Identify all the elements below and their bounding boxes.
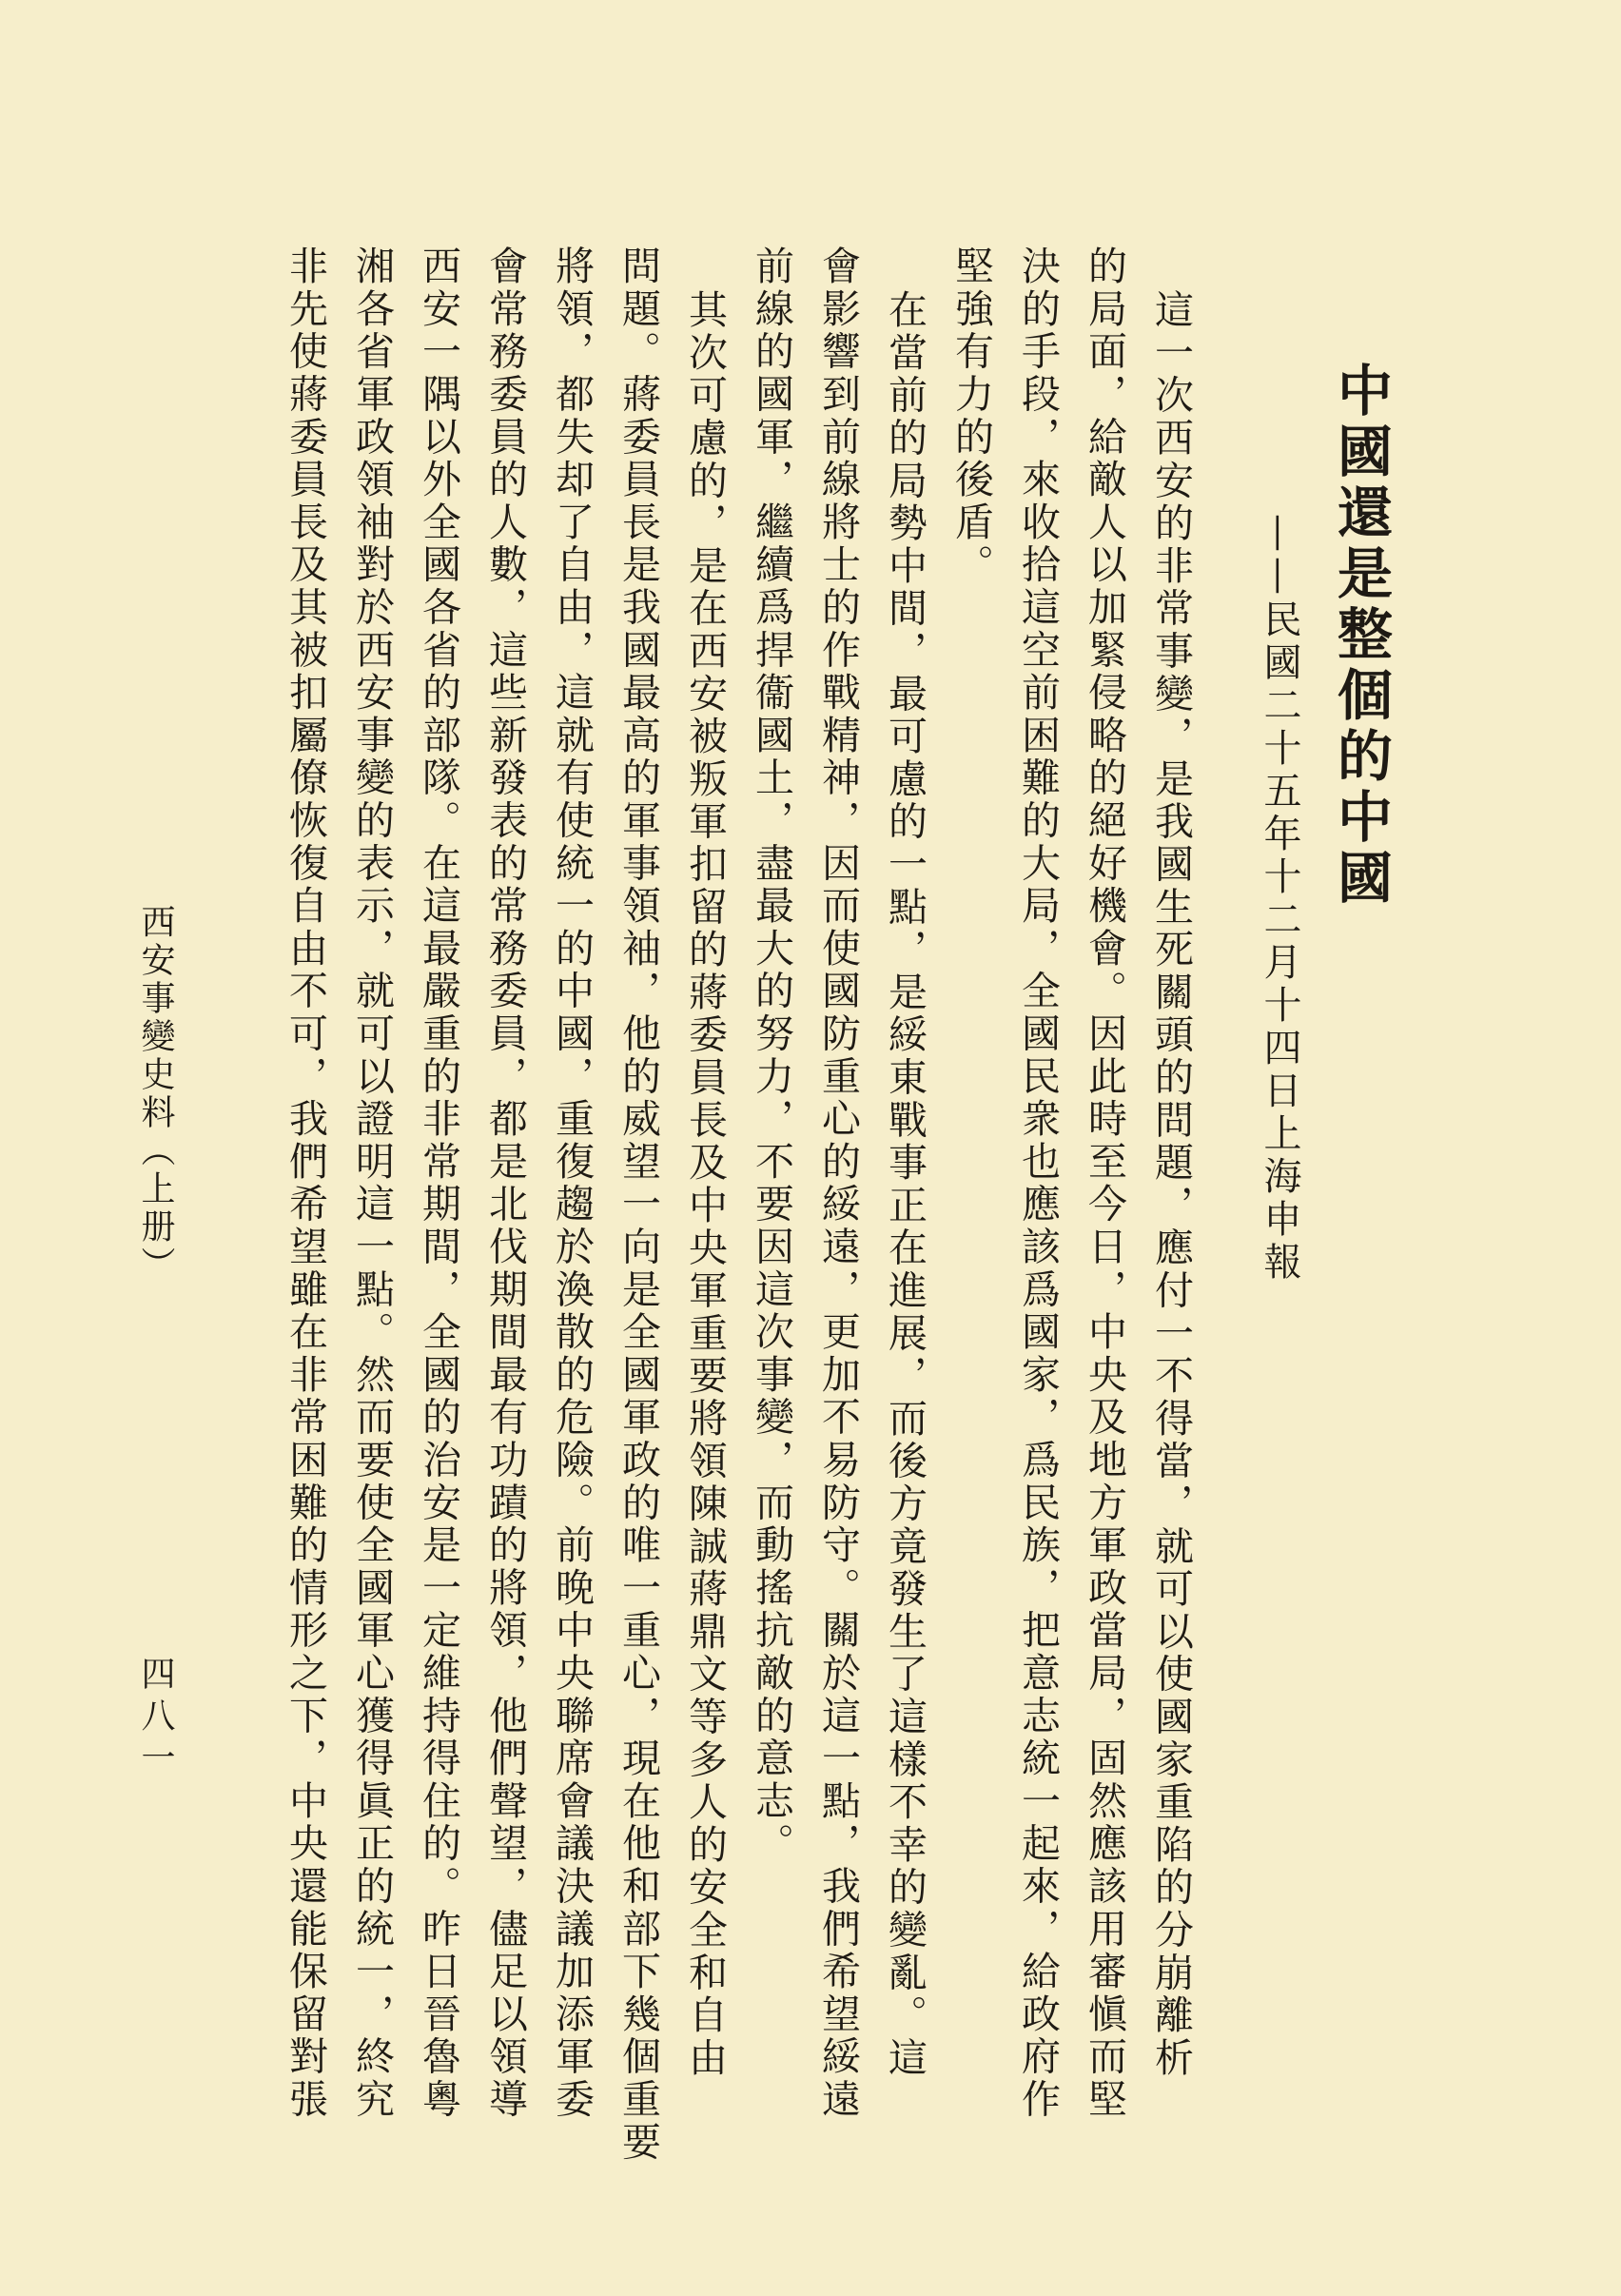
text-line: 會影響到前線將士的作戰精神，因而使國防重心的綏遠，更加不易防守。關於這一點，我們希望綏遠: [815, 245, 861, 2122]
book-title-footer: 西安事變史料（上册）: [136, 904, 175, 1285]
text-line: 西安一隅以外全國各省的部隊。在這最嚴重的非常期間，全國的治安是一定維持得住的。昨日晉魯粵: [416, 245, 461, 2122]
text-line: 在當前的局勢中間，最可慮的一點，是綏東戰事正在進展，而後方竟發生了這樣不幸的變亂。這: [882, 289, 928, 2080]
text-line: 非先使蔣委員長及其被扣屬僚恢復自由不可，我們希望雖在非常困難的情形之下，中央還能保留對張: [283, 245, 328, 2122]
article-body: [272, 245, 1204, 2164]
article-source-date: ——民國二十五年十二月十四日上海申報: [1258, 514, 1301, 1285]
text-line: 前線的國軍，繼續爲捍衞國土，盡最大的努力，不要因這次事變，而動搖抗敵的意志。: [749, 245, 794, 1866]
page-number: 四八一: [136, 1656, 175, 1781]
text-line: 將領，都失却了自由，這就有使統一的中國，重復趨於渙散的危險。前晚中央聯席會議決議加添軍委: [549, 245, 595, 2122]
text-line: 堅強有力的後盾。: [948, 245, 994, 587]
text-line: 決的手段，來收拾這空前困難的大局，全國民衆也應該爲國家，爲民族，把意志統一起來，給政府作: [1015, 245, 1061, 2122]
text-line: 其次可慮的，是在西安被叛軍扣留的蔣委員長及中央軍重要將領陳誠蔣鼎文等多人的安全和自由: [682, 289, 728, 2080]
text-line: 會常務委員的人數，這些新發表的常務委員，都是北伐期間最有功蹟的將領，他們聲望，儘足以領導: [482, 245, 528, 2122]
text-line: 這一次西安的非常事變，是我國生死關頭的問題，應付一不得當，就可以使國家重陷的分崩離析: [1148, 289, 1194, 2080]
article-title: 中國還是整個的中國: [1328, 362, 1393, 910]
text-line: 湘各省軍政領袖對於西安事變的表示，就可以證明這一點。然而要使全國軍心獲得眞正的統一，終究: [349, 245, 395, 2122]
text-line: 問題。蔣委員長是我國最高的軍事領袖，他的威望一向是全國軍政的唯一重心，現在他和部下幾個重要: [615, 245, 661, 2164]
text-line: 的局面，給敵人以加緊侵略的絕好機會。因此時至今日，中央及地方軍政當局，固然應該用審愼而堅: [1082, 245, 1127, 2122]
